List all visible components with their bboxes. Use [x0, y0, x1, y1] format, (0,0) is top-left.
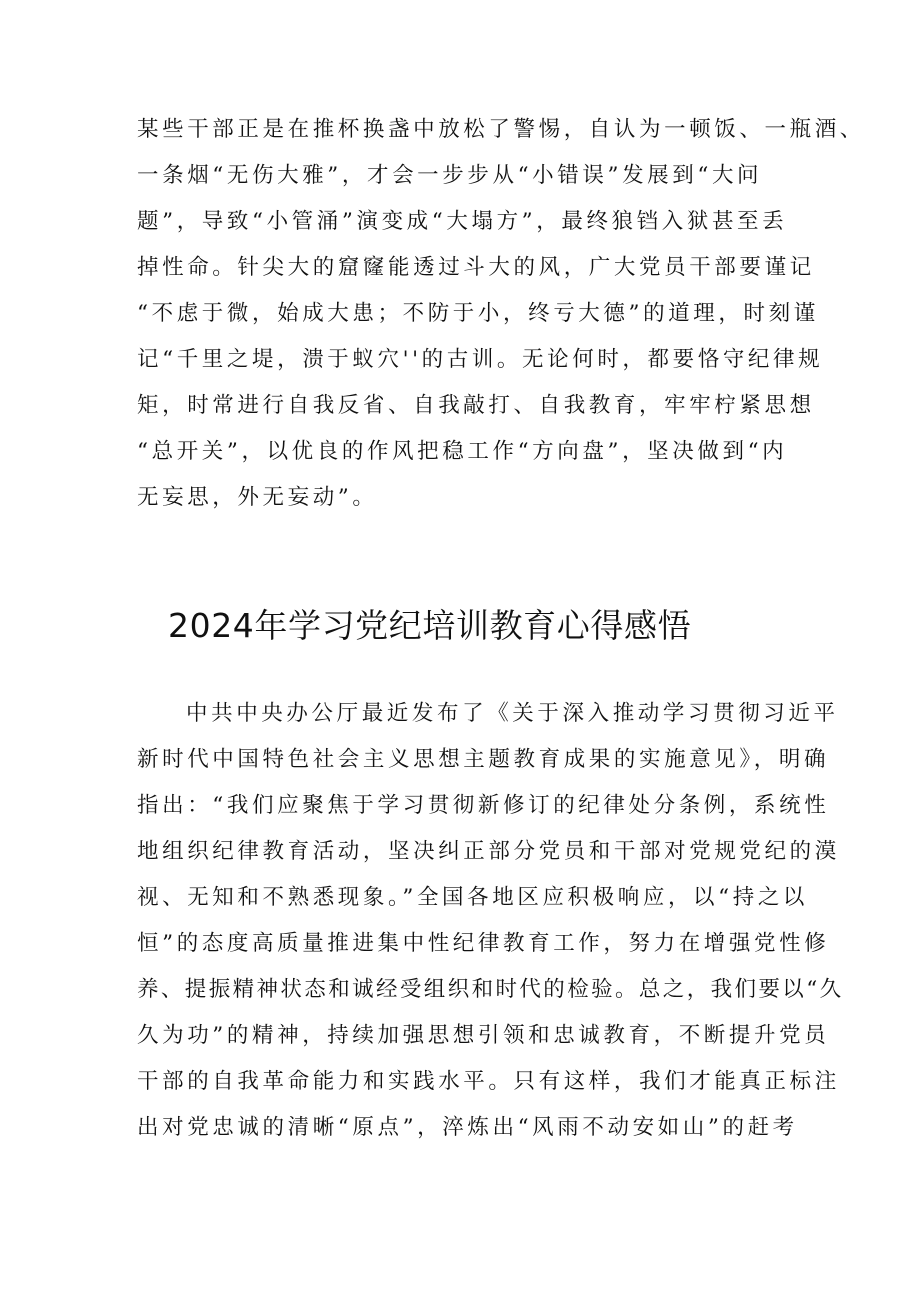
text-line: 中共中央办公厅最近发布了《关于深入推动学习贯彻习近平	[186, 701, 839, 726]
text-line: 新时代中国特色社会主义思想主题教育成果的实施意见》，明确	[137, 747, 830, 772]
text-line: 视、无知和不熟悉现象。”全国各地区应积极响应，以“持之以	[137, 885, 809, 910]
text-line: 养、提振精神状态和诚经受组织和时代的检验。总之，我们要以“久	[137, 977, 844, 1002]
text-line: 恒”的态度高质量推进集中性纪律教育工作，努力在增强党性修	[137, 931, 830, 956]
text-line: “总开关”，以优良的作风把稳工作“方向盘”，坚决做到“内	[137, 439, 788, 464]
text-line: 久为功”的精神，持续加强思想引领和忠诚教育，不断提升党员	[137, 1023, 830, 1048]
text-line: 无妄思，外无妄动”。	[137, 485, 378, 510]
text-line: 记“千里之堤，溃于蚁穴''的古训。无论何时，都要恪守纪律规	[137, 347, 824, 372]
text-line: 地组织纪律教育活动，坚决纠正部分党员和干部对党规党纪的漠	[137, 839, 840, 864]
text-line: 矩，时常进行自我反省、自我敲打、自我教育，牢牢柠紧思想	[137, 393, 815, 418]
article-title: 2024年学习党纪培训教育心得感悟	[168, 606, 692, 645]
text-line: 干部的自我革命能力和实践水平。只有这样，我们才能真正标注	[137, 1069, 840, 1094]
text-line: 出对党忠诚的清晰“原点”，淬炼出“风雨不动安如山”的赶考	[137, 1115, 798, 1140]
text-line: 一条烟“无伤大雅”，才会一步步从“小错误”发展到“大问	[137, 163, 763, 188]
text-line: 掉性命。针尖大的窟窿能透过斗大的风，广大党员干部要谨记	[137, 255, 815, 280]
text-line: 指出：“我们应聚焦于学习贯彻新修订的纪律处分条例，系统性	[137, 793, 830, 818]
text-line: “不虑于微，始成大患；不防于小，终亏大德”的道理，时刻谨	[137, 301, 819, 326]
text-line: 题”，导致“小管涌”演变成“大塌方”，最终狼铛入狱甚至丢	[137, 209, 788, 234]
text-line: 某些干部正是在推杯换盏中放松了警惕，自认为一顿饭、一瓶酒、	[137, 117, 865, 142]
